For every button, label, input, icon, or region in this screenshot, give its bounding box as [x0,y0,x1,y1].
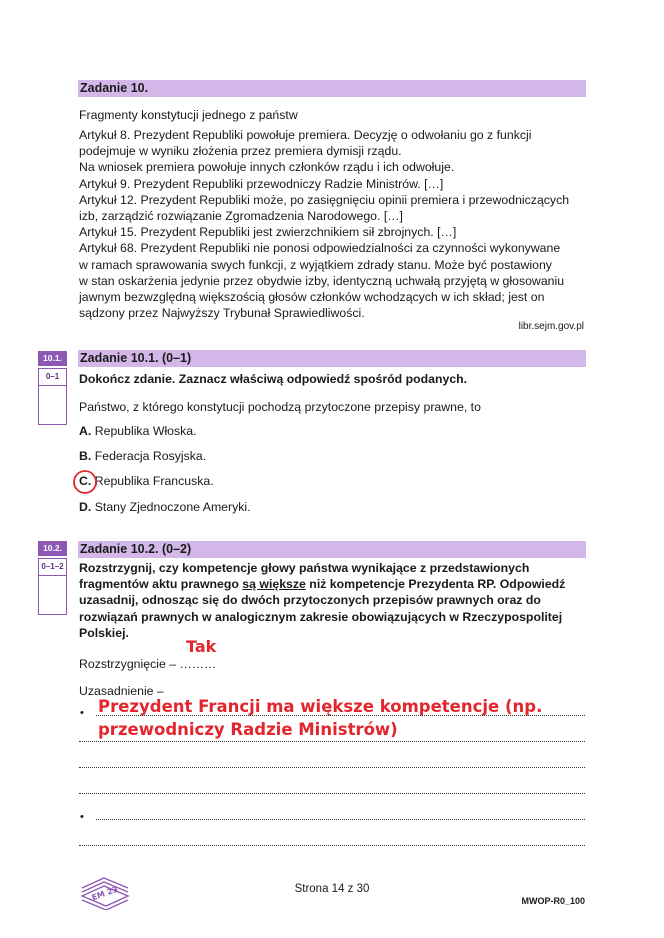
option-c[interactable] [79,474,214,488]
task-10-1-score-box[interactable] [38,368,67,425]
handwritten-line-1: Prezydent Francji ma większe kompetencje (np. [98,697,543,716]
fragment-line: Na wniosek premiera powołuje innych członków rządu i ich odwołuje. [79,160,455,175]
option-text: Republika Francuska. [91,474,214,488]
page-number: Strona 14 z 30 [294,883,370,895]
task-10-2-instruction [79,560,589,641]
decision-label[interactable]: Rozstrzygnięcie – ……… [79,657,217,671]
justification-label: Uzasadnienie – [79,684,164,698]
answer-line-4[interactable] [79,792,585,794]
task-10-2-points: 0–1–2 [39,559,66,576]
constitution-fragments [79,127,589,321]
handwritten-decision: Tak [186,637,217,656]
fragment-line: w ramach sprawowania swych funkcji, z wyjątkiem zdrady stanu. Może być postawiony [79,257,552,272]
option-text: Stany Zjednoczone Ameryki. [91,500,251,514]
underlined-emphasis: są większe [242,577,306,592]
task-10-1-header: Zadanie 10.1. (0–1) [78,350,586,367]
option-letter: C. [79,474,92,488]
option-text: Federacja Rosyjska. [91,449,207,463]
instruction-fragment: niż kompetencje Prezydenta RP. Odpowiedź [305,577,566,592]
fragment-line: sądzony przez Najwyższy Trybunał Sprawiedliwości. [79,306,365,321]
task-10-1-instruction: Dokończ zdanie. Zaznacz właściwą odpowiedź spośród podanych. [79,372,468,386]
fragment-line: Artykuł 9. Prezydent Republiki przewodniczy Radzie Ministrów. […] [79,176,444,191]
answer-line-2[interactable] [79,740,585,742]
bullet-1: • [80,707,84,719]
fragment-line: w stan oskarżenia jedynie przez obydwie izby, identyczną uchwałą przyjętą w głosowaniu [79,273,565,288]
logo-text: EM 23 [90,884,120,903]
option-letter: B. [79,449,92,463]
fragment-line: Artykuł 15. Prezydent Republiki jest zwierzchnikiem sił zbrojnych. […] [79,225,457,240]
answer-line-3[interactable] [79,766,585,768]
option-text: Republika Włoska. [91,424,197,438]
task-10-1-stem: Państwo, z którego konstytucji pochodzą przytoczone przepisy prawne, to [79,400,481,414]
option-letter: A. [79,424,92,438]
fragment-line: Artykuł 68. Prezydent Republiki nie ponosi odpowiedzialności za czynności wykonywane [79,241,561,256]
task-10-2-score-box[interactable] [38,558,67,615]
handwritten-line-2: przewodniczy Radzie Ministrów) [98,720,398,739]
instruction-line: Polskiej. [79,625,129,640]
answer-circle-mark [72,469,98,495]
fragment-line: Artykuł 8. Prezydent Republiki powołuje premiera. Decyzję o odwołaniu go z funkcji [79,128,532,142]
task-10-1-number: 10.1. [38,351,67,366]
answer-line-1[interactable] [96,714,585,716]
option-a[interactable] [79,424,197,438]
fragment-line: jawnym bezwzględną większością głosów członków wchodzących w ich skład; jest on [79,290,545,305]
instruction-line: Rozstrzygnij, czy kompetencje głowy państwa wynikające z przedstawionych [79,561,530,575]
option-d[interactable] [79,500,251,514]
document-code: MWOP-R0_100 [521,896,585,906]
option-letter: D. [79,500,92,514]
fragment-line: podejmuje w wyniku złożenia przez premiera dymisji rządu. [79,144,402,159]
instruction-line [79,576,589,592]
answer-line-6[interactable] [79,844,585,846]
instruction-fragment: fragmentów aktu prawnego [79,577,243,592]
bullet-2: • [80,811,84,823]
instruction-line: rozwiązań prawnych w analogicznym zakresie obowiązujących w Rzeczypospolitej [79,609,563,624]
source-citation: libr.sejm.gov.pl [518,321,584,332]
answer-line-5[interactable] [96,818,585,820]
instruction-line: uzasadnij, odnosząc się do dwóch przytoczonych przepisów prawnych oraz do [79,593,541,608]
task-10-intro: Fragmenty konstytucji jednego z państw [79,108,298,122]
fragment-line: Artykuł 12. Prezydent Republiki może, po zasięgnięciu opinii premiera i przewodniczących [79,192,570,207]
task-10-2-number: 10.2. [38,541,67,556]
option-b[interactable] [79,449,206,463]
task-10-1-points: 0–1 [39,369,66,386]
fragment-line: izb, zarządzić rozwiązanie Zgromadzenia Narodowego. […] [79,209,403,224]
task-10-2-header: Zadanie 10.2. (0–2) [78,541,586,558]
task-10-header: Zadanie 10. [78,80,586,97]
